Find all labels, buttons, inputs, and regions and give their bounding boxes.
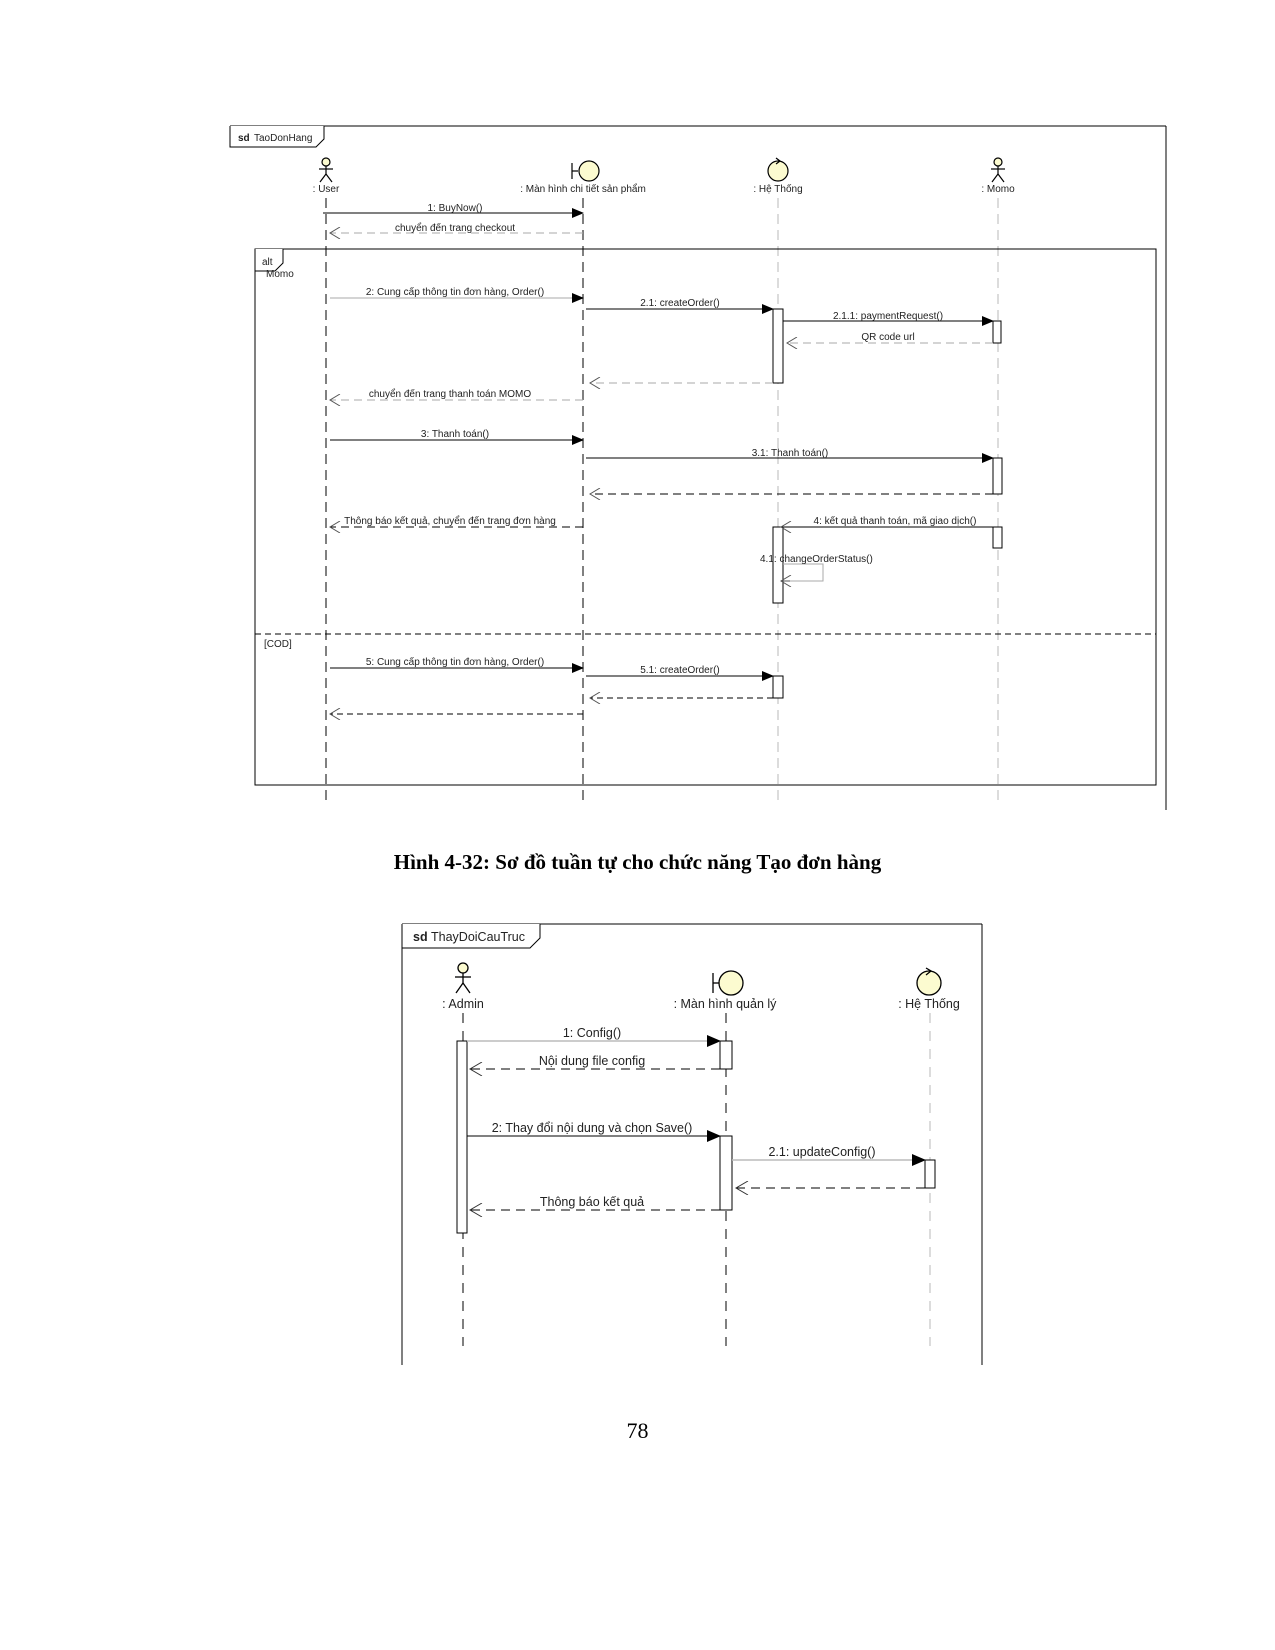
message-label: 4.1: changeOrderStatus() xyxy=(760,554,873,565)
lifelines-2 xyxy=(463,1013,930,1346)
sd-frame-2 xyxy=(402,924,982,1365)
alt-guard-momo: Momo xyxy=(266,269,294,280)
frame-title: TaoDonHang xyxy=(254,133,313,144)
message-label: 5: Cung cấp thông tin đơn hàng, Order() xyxy=(365,657,545,668)
message-label: chuyển đến trang checkout xyxy=(394,223,516,234)
message-label: 5.1: createOrder() xyxy=(640,665,720,676)
message-label: 4: kết quả thanh toán, mã giao dịch() xyxy=(813,516,977,527)
page-number: 78 xyxy=(626,1418,649,1443)
message-label: Nội dung file config xyxy=(538,1054,646,1068)
message-label: 2.1.1: paymentRequest() xyxy=(832,311,944,322)
message-label: 3: Thanh toán() xyxy=(420,429,490,440)
message-label: Thông báo kết quả xyxy=(539,1195,645,1209)
figure-caption: Hình 4-32: Sơ đồ tuần tự cho chức năng Tạo đơn hàng xyxy=(393,850,882,874)
lifeline-label: : Momo xyxy=(981,184,1015,195)
lifeline-label: : User xyxy=(312,184,340,195)
lifeline-label: : Màn hình chi tiết sản phẩm xyxy=(520,184,646,195)
boundary-man-hinh-quan-ly xyxy=(674,971,778,1011)
lifeline-label: : Màn hình quản lý xyxy=(673,997,777,1011)
control-he-thong-2 xyxy=(898,968,960,1011)
messages-2 xyxy=(467,1026,925,1210)
frame-keyword: sd xyxy=(238,133,250,144)
lifeline-label: : Hệ Thống xyxy=(898,997,960,1011)
message-label: 2: Cung cấp thông tin đơn hàng, Order() xyxy=(365,287,545,298)
boundary-icon xyxy=(713,971,743,995)
message-label: 2.1: createOrder() xyxy=(640,298,720,309)
message-label: 2: Thay đổi nội dung và chọn Save() xyxy=(491,1121,693,1135)
message-label: chuyển đến trang thanh toán MOMO xyxy=(368,389,532,400)
alt-guard-cod: [COD] xyxy=(264,639,292,650)
message-label: 3.1: Thanh toán() xyxy=(751,448,829,459)
control-icon xyxy=(917,968,941,995)
frame-keyword: sd xyxy=(413,930,428,944)
activations-2 xyxy=(457,1041,935,1233)
frame-title: ThayDoiCauTruc xyxy=(431,930,526,944)
actor-icon xyxy=(455,963,471,993)
message-label: 2.1: updateConfig() xyxy=(768,1145,876,1159)
actor-admin xyxy=(442,963,484,1011)
message-label: 1: Config() xyxy=(562,1026,622,1040)
lifeline-label: : Admin xyxy=(442,997,484,1011)
lifeline-label: : Hệ Thống xyxy=(753,184,803,195)
message-label: 1: BuyNow() xyxy=(427,203,483,214)
message-label: Thông báo kết quả, chuyển đến trang đơn hàng xyxy=(344,516,556,527)
message-label: QR code url xyxy=(861,332,915,343)
alt-keyword: alt xyxy=(262,257,273,268)
